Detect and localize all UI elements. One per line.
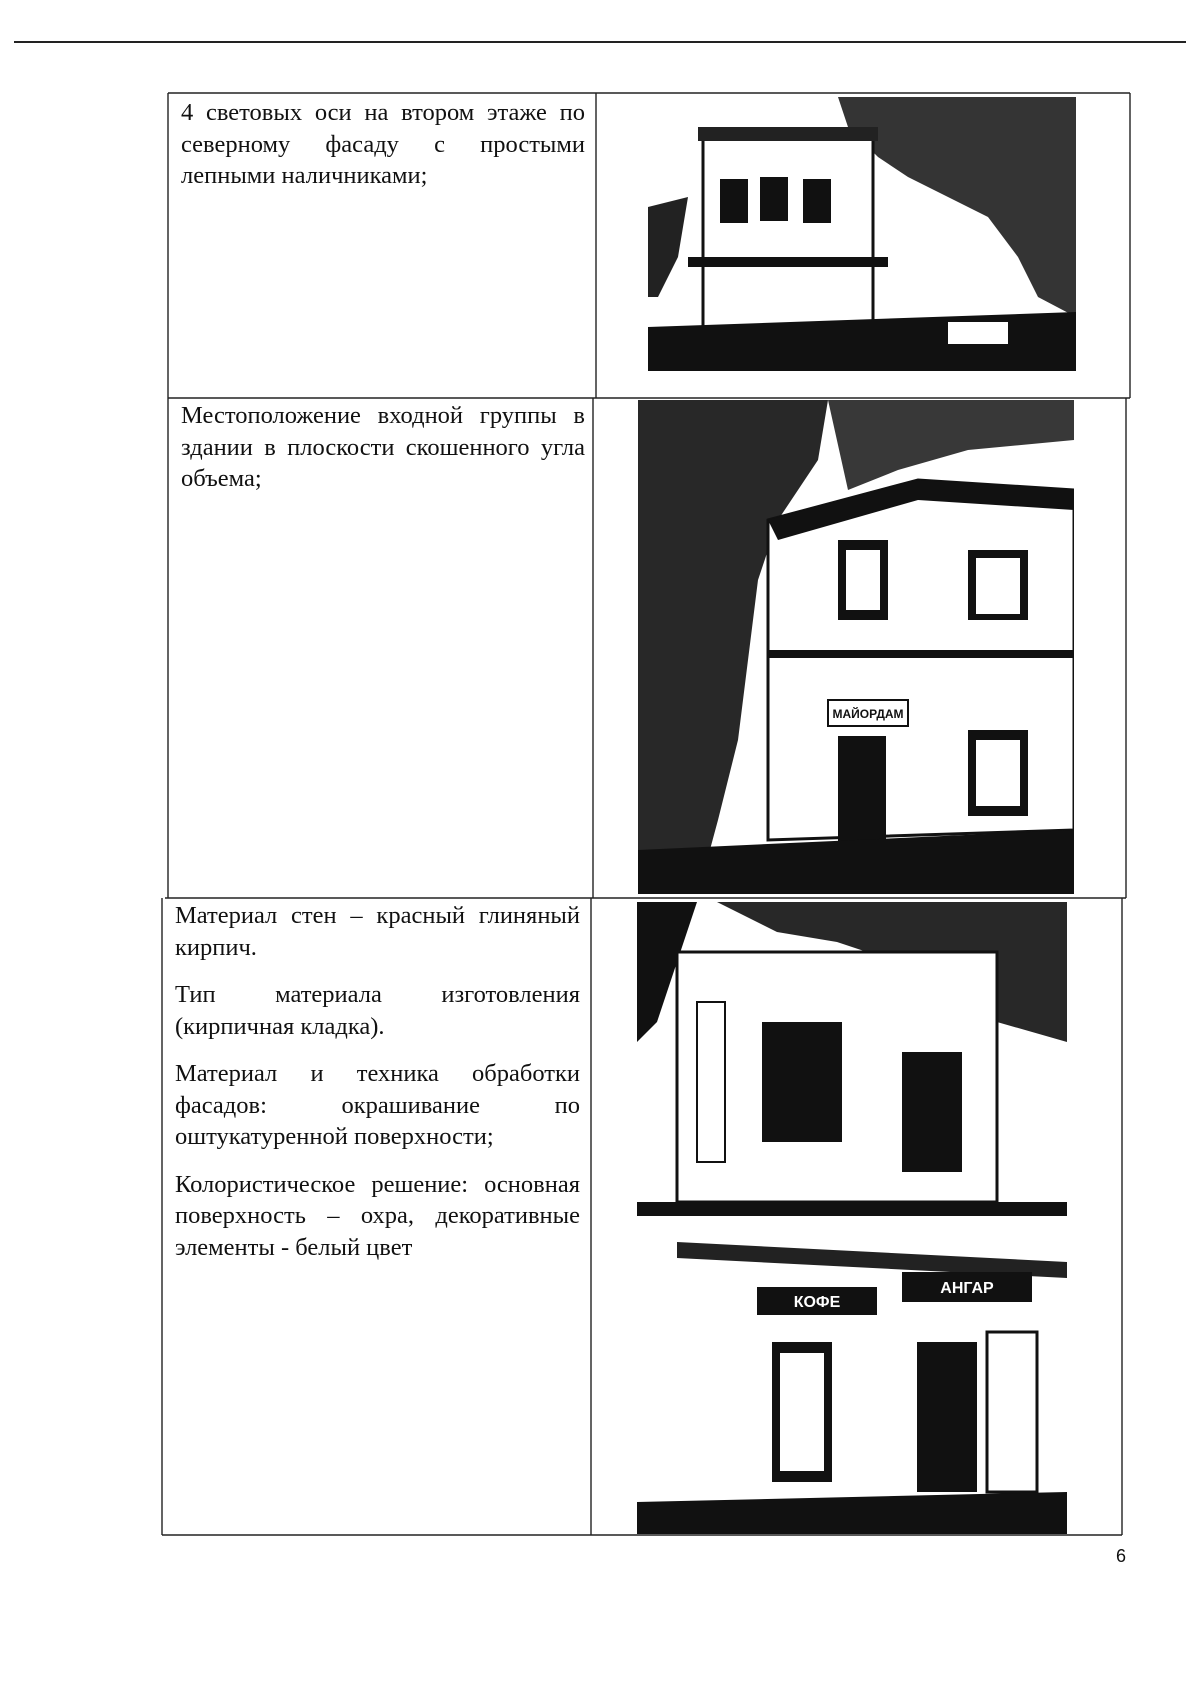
row-3-paragraph-1: Материал стен – красный глиняный кирпич. [175, 902, 580, 961]
building-photo-icon [637, 902, 1067, 1534]
row-3-text [175, 900, 580, 1279]
row-1-photo [648, 97, 1076, 371]
row-1-paragraph: 4 световых оси на втором этаже по северному фасаду с простыми лепными наличниками; [181, 99, 585, 189]
row-2-paragraph: Местоположение входной группы в здании в плоскости скошенного угла объема; [181, 402, 585, 492]
header-rule [14, 41, 1186, 43]
building-photo-icon [648, 97, 1076, 371]
row-2-text [181, 400, 585, 511]
page-number: 6 [1116, 1546, 1127, 1566]
photo-sign-left: КОФЕ [793, 1294, 841, 1311]
row-1-text [181, 97, 585, 208]
row-3-paragraph-4: Колористическое решение: основная поверхность – охра, декоративные элементы - белый цвет [175, 1170, 580, 1261]
row-3-paragraph-2: Тип материала изготовления (кирпичная кладка). [175, 981, 580, 1040]
photo-sign: МАЙОРДАМ [832, 707, 904, 721]
row-2-photo [638, 400, 1074, 894]
row-3-photo [637, 902, 1067, 1534]
photo-sign-right: АНГАР [940, 1280, 994, 1297]
row-3-paragraph-3: Материал и техника обработки фасадов: окрашивание по оштукатуренной поверхности; [175, 1060, 580, 1150]
building-photo-icon [638, 400, 1074, 894]
